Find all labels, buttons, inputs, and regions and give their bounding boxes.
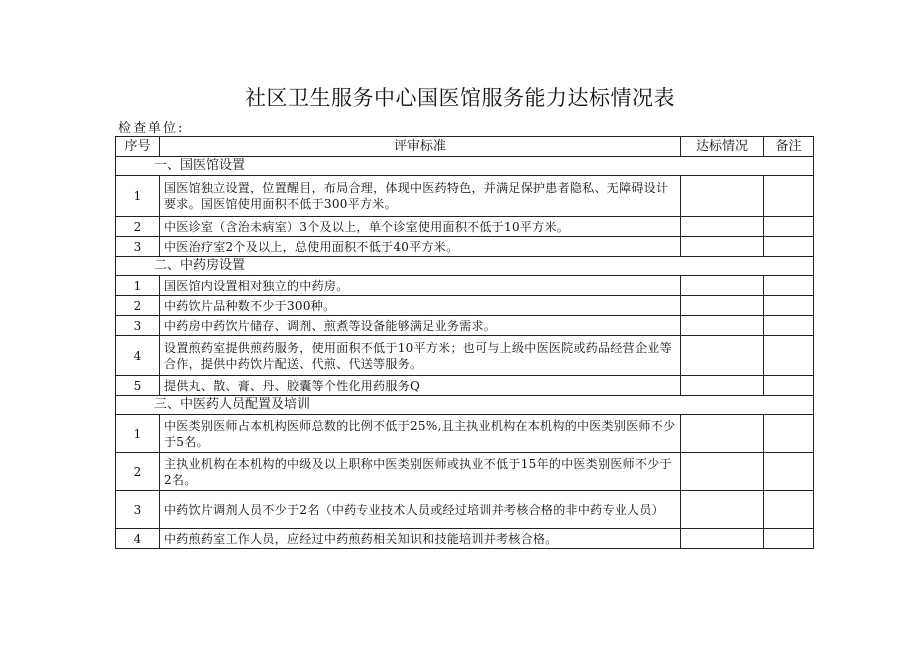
header-index: 序号 [116,137,160,157]
status-cell[interactable] [681,296,764,316]
criteria-text: 国医馆独立设置，位置醒目，布局合理，体现中医药特色，并满足保护患者隐私、无障碍设计要求。国医馆使用面积不低于300平方米。 [160,176,681,217]
table-row [116,217,814,237]
row-number: 3 [116,491,160,529]
remarks-cell[interactable] [764,491,814,529]
section-row [116,257,814,276]
row-number: 1 [116,176,160,217]
status-cell[interactable] [681,276,764,296]
remarks-cell[interactable] [764,296,814,316]
header-row [116,137,814,157]
row-number: 5 [116,376,160,396]
table-row [116,529,814,549]
table-row [116,296,814,316]
section-row [116,157,814,176]
status-cell[interactable] [681,491,764,529]
row-number: 2 [116,453,160,491]
criteria-text: 中医治疗室2个及以上，总使用面积不低于40平方米。 [160,237,681,257]
status-cell[interactable] [681,453,764,491]
criteria-text: 国医馆内设置相对独立的中药房。 [160,276,681,296]
table-row [116,176,814,217]
table-row [116,316,814,336]
status-cell[interactable] [681,237,764,257]
criteria-text: 提供丸、散、膏、丹、胶囊等个性化用药服务Q [160,376,681,396]
criteria-text: 中药煎药室工作人员，应经过中药煎药相关知识和技能培训并考核合格。 [160,529,681,549]
table-row [116,453,814,491]
table-row [116,336,814,376]
status-cell[interactable] [681,217,764,237]
table-row [116,415,814,453]
row-number: 4 [116,529,160,549]
remarks-cell[interactable] [764,376,814,396]
row-number: 1 [116,276,160,296]
section-row [116,396,814,415]
remarks-cell[interactable] [764,415,814,453]
remarks-cell[interactable] [764,316,814,336]
remarks-cell[interactable] [764,217,814,237]
remarks-cell[interactable] [764,237,814,257]
remarks-cell[interactable] [764,529,814,549]
table-row [116,491,814,529]
status-cell[interactable] [681,415,764,453]
document-title: 社区卫生服务中心国医馆服务能力达标情况表 [245,86,675,110]
criteria-text: 主执业机构在本机构的中级及以上职称中医类别医师或执业不低于15年的中医类别医师不少于2名。 [160,453,681,491]
criteria-text: 中药饮片调剂人员不少于2名（中药专业技术人员或经过培训并考核合格的非中药专业人员） [160,491,681,529]
row-number: 3 [116,237,160,257]
criteria-text: 中药房中药饮片储存、调剂、煎煮等设备能够满足业务需求。 [160,316,681,336]
status-cell[interactable] [681,529,764,549]
status-cell[interactable] [681,336,764,376]
criteria-text: 中医类别医师占本机构医师总数的比例不低于25%,且主执业机构在本机构的中医类别医师不少于5名。 [160,415,681,453]
criteria-text: 中医诊室（含治未病室）3个及以上，单个诊室使用面积不低于10平方米。 [160,217,681,237]
table-row [116,376,814,396]
criteria-text: 中药饮片品种数不少于300种。 [160,296,681,316]
header-status: 达标情况 [681,137,764,157]
row-number: 4 [116,336,160,376]
table-row [116,276,814,296]
remarks-cell[interactable] [764,176,814,217]
table-row [116,237,814,257]
assessment-table [115,136,814,549]
row-number: 1 [116,415,160,453]
row-number: 2 [116,296,160,316]
remarks-cell[interactable] [764,453,814,491]
row-number: 3 [116,316,160,336]
header-criteria: 评审标准 [160,137,681,157]
check-unit-label: 检查单位: [118,121,185,136]
status-cell[interactable] [681,176,764,217]
status-cell[interactable] [681,376,764,396]
remarks-cell[interactable] [764,276,814,296]
status-cell[interactable] [681,316,764,336]
header-remarks: 备注 [764,137,814,157]
section-title: 一、国医馆设置 [116,157,814,176]
remarks-cell[interactable] [764,336,814,376]
section-title: 三、中医药人员配置及培训 [116,396,814,415]
section-title: 二、中药房设置 [116,257,814,276]
criteria-text: 设置煎药室提供煎药服务，使用面积不低于10平方米；也可与上级中医医院或药品经营企业等合作，提供中药饮片配送、代煎、代送等服务。 [160,336,681,376]
row-number: 2 [116,217,160,237]
